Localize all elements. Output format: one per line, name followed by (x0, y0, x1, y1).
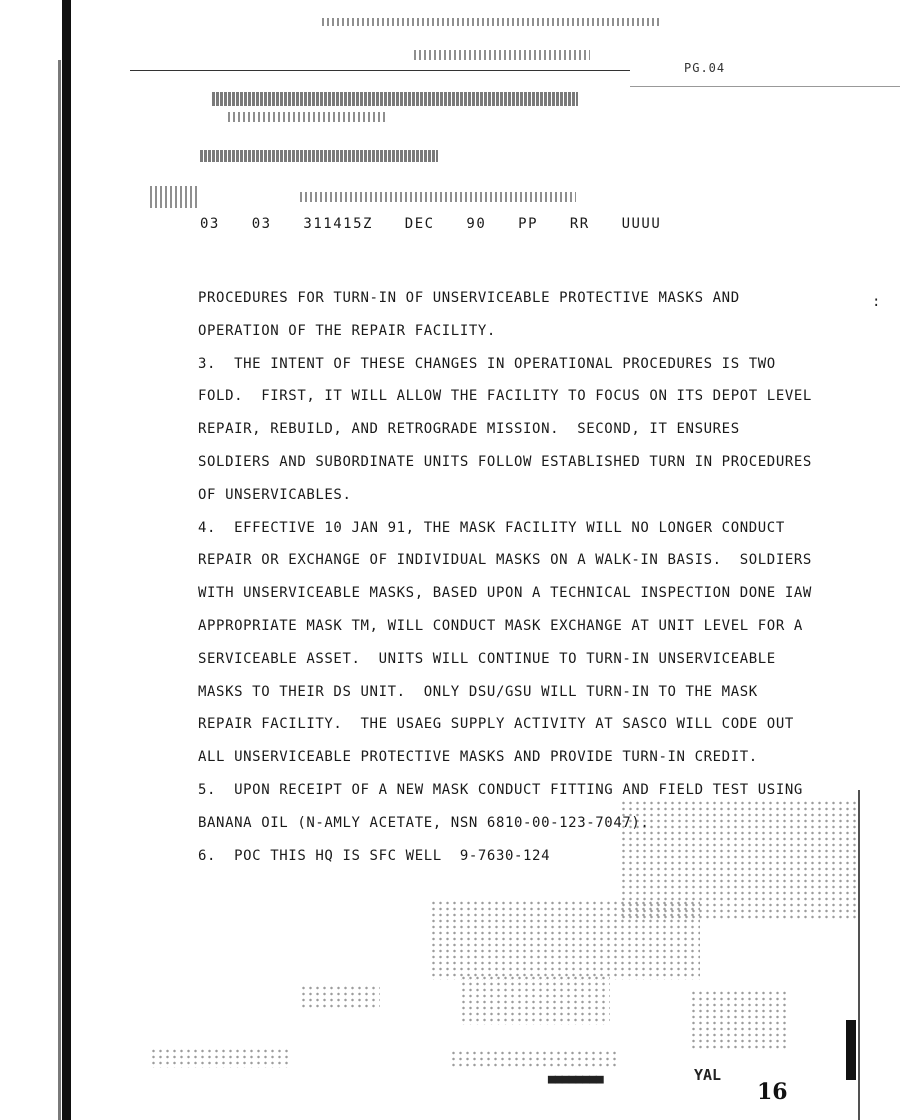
scan-speckle (430, 900, 700, 980)
body-line: 5. UPON RECEIPT OF A NEW MASK CONDUCT FITTING AND FIELD TEST USING (198, 781, 803, 798)
header-garble-7 (300, 192, 576, 202)
binding-edge-shadow (58, 60, 61, 1120)
body-line: FOLD. FIRST, IT WILL ALLOW THE FACILITY TO FOCUS ON ITS DEPOT LEVEL (198, 388, 812, 405)
message-body (198, 282, 888, 872)
body-line: REPAIR FACILITY. THE USAEG SUPPLY ACTIVITY AT SASCO WILL CODE OUT (198, 716, 794, 733)
scan-speckle (300, 985, 380, 1009)
margin-mark: : (872, 294, 881, 310)
header-rule-right (630, 86, 900, 87)
body-line: MASKS TO THEIR DS UNIT. ONLY DSU/GSU WILL TURN-IN TO THE MASK (198, 683, 758, 700)
footer-initials: YAL (694, 1066, 722, 1084)
header-garble-2 (414, 50, 590, 60)
body-line: 6. POC THIS HQ IS SFC WELL 9-7630-124 (198, 847, 551, 864)
header-garble-3 (212, 92, 578, 106)
body-line: PROCEDURES FOR TURN-IN OF UNSERVICEABLE PROTECTIVE MASKS AND (198, 290, 740, 306)
body-line: WITH UNSERVICEABLE MASKS, BASED UPON A TECHNICAL INSPECTION DONE IAW (198, 585, 812, 602)
body-line: REPAIR OR EXCHANGE OF INDIVIDUAL MASKS ON A WALK-IN BASIS. SOLDIERS (198, 552, 812, 569)
binding-edge (62, 0, 71, 1120)
body-line: ALL UNSERVICEABLE PROTECTIVE MASKS AND PROVIDE TURN-IN CREDIT. (198, 749, 758, 766)
scan-speckle (690, 990, 790, 1050)
footer-scribble: ▀▀▀▀▀▀▀▀ (548, 1077, 603, 1092)
scan-speckle (450, 1050, 620, 1068)
date-time-group-line: 03 03 311415Z DEC 90 PP RR UUUU (200, 216, 662, 232)
page-indicator: PG.04 (684, 61, 726, 75)
header-garble-top (322, 18, 662, 26)
body-line: SERVICEABLE ASSET. UNITS WILL CONTINUE TO TURN-IN UNSERVICEABLE (198, 650, 776, 667)
header-garble-6 (150, 186, 200, 208)
header-garble-5 (200, 150, 438, 162)
header-rule (130, 70, 630, 71)
scan-speckle (150, 1048, 290, 1068)
page-number: 16 (757, 1079, 788, 1105)
body-line: 4. EFFECTIVE 10 JAN 91, THE MASK FACILITY WILL NO LONGER CONDUCT (198, 519, 785, 536)
body-line: BANANA OIL (N-AMLY ACETATE, NSN 6810-00-123-7047). (198, 814, 650, 831)
body-line: REPAIR, REBUILD, AND RETROGRADE MISSION. SECOND, IT ENSURES (198, 421, 740, 438)
body-line: APPROPRIATE MASK TM, WILL CONDUCT MASK EXCHANGE AT UNIT LEVEL FOR A (198, 617, 803, 634)
scan-speckle (460, 975, 610, 1025)
body-line: 3. THE INTENT OF THESE CHANGES IN OPERATIONAL PROCEDURES IS TWO (198, 355, 776, 372)
body-line: SOLDIERS AND SUBORDINATE UNITS FOLLOW ESTABLISHED TURN IN PROCEDURES (198, 453, 812, 470)
scan-blot (846, 1020, 856, 1080)
header-garble-4 (228, 112, 388, 122)
body-line: OF UNSERVICABLES. (198, 486, 352, 503)
body-line: OPERATION OF THE REPAIR FACILITY. (198, 322, 496, 339)
